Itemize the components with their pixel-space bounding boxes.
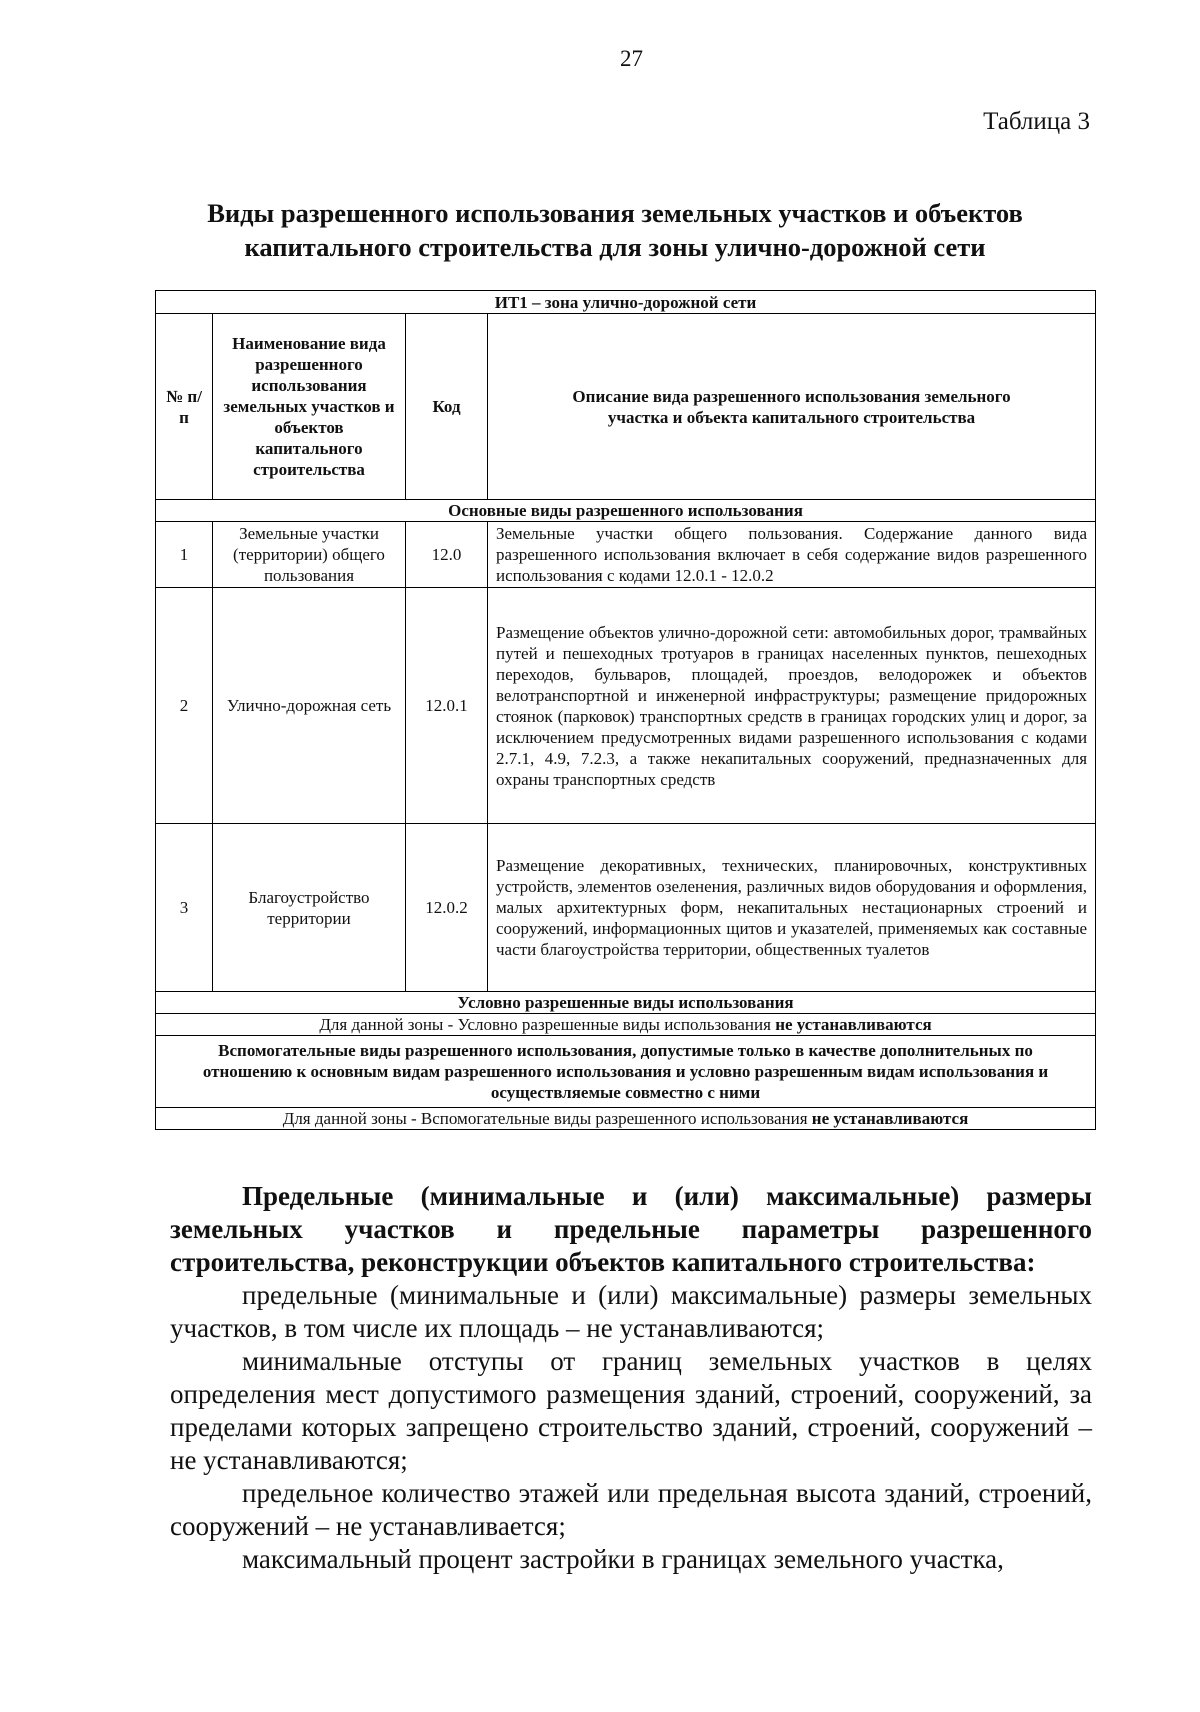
limits-paragraph: максимальный процент застройки в границах земельного участка,: [242, 1544, 1004, 1574]
title-line-2: капитального строительства для зоны улично-дорожной сети: [244, 232, 986, 262]
row-code: 12.0.1: [406, 588, 488, 824]
limits-heading: Предельные (минимальные и (или) максимальные) размеры земельных участков и предельные параметры разрешенного строительства, реконструкции объектов капитального строительства:: [170, 1181, 1092, 1277]
title-line-1: Виды разрешенного использования земельных участков и объектов: [207, 198, 1023, 228]
col-header-name: Наименование вида разрешенного использования земельных участков и объектов капитального строительства: [213, 314, 406, 500]
table-row: [156, 824, 1096, 992]
col-header-num: № п/п: [156, 314, 213, 500]
conditional-uses-section: Условно разрешенные виды использования: [156, 992, 1096, 1014]
row-num: 2: [156, 588, 213, 824]
document-title: [150, 196, 1080, 264]
col-header-code: Код: [406, 314, 488, 500]
limits-paragraph: минимальные отступы от границ земельных участков в целях определения мест допустимого размещения зданий, строений, сооружений, за пределами которых запрещено строительство зданий, строений, сооружений – не устанавливаются;: [170, 1346, 1092, 1475]
zone-header: ИТ1 – зона улично-дорожной сети: [156, 291, 1096, 314]
row-code: 12.0: [406, 522, 488, 588]
row-description: Земельные участки общего пользования. Содержание данного вида разрешенного использования включает в себя содержание видов разрешенного использования с кодами 12.0.1 - 12.0.2: [488, 522, 1096, 588]
row-name: Земельные участки (территории) общего пользования: [213, 522, 406, 588]
row-num: 1: [156, 522, 213, 588]
conditional-note-bold: не устанавливаются: [775, 1015, 932, 1034]
row-num: 3: [156, 824, 213, 992]
limits-paragraph: предельные (минимальные и (или) максимальные) размеры земельных участков, в том числе их площадь – не устанавливаются;: [170, 1280, 1092, 1343]
conditional-uses-note: [156, 1014, 1096, 1036]
row-description: Размещение объектов улично-дорожной сети: автомобильных дорог, трамвайных путей и пешеходных тротуаров в границах населенных пунктов, пешеходных переходов, бульваров, площадей, проездов, велодорожек и объектов велотранспортной и инженерной инфраструктуры; размещение придорожных стоянок (парковок) транспортных средств в границах городских улиц и дорог, за исключением предусмотренных видами разрешенного использования с кодами 2.7.1, 4.9, 7.2.3, а также некапитальных сооружений, предназначенных для охраны транспортных средств: [488, 588, 1096, 824]
row-description: Размещение декоративных, технических, планировочных, конструктивных устройств, элементов озеленения, различных видов оборудования и оформления, малых архитектурных форм, некапитальных нестационарных строений и сооружений, информационных щитов и указателей, применяемых как составные части благоустройства территории, общественных туалетов: [488, 824, 1096, 992]
auxiliary-note-bold: не устанавливаются: [811, 1109, 969, 1128]
page-number: 27: [620, 46, 643, 71]
table-label: Таблица 3: [983, 108, 1090, 135]
limits-paragraph: предельное количество этажей или предельная высота зданий, строений, сооружений – не устанавливается;: [170, 1478, 1092, 1541]
limits-section: [170, 1180, 1092, 1576]
land-use-table: [155, 290, 1096, 1130]
row-code: 12.0.2: [406, 824, 488, 992]
auxiliary-uses-note: [156, 1108, 1096, 1130]
row-name: Благоустройство территории: [213, 824, 406, 992]
table-row: [156, 588, 1096, 824]
table-row: [156, 522, 1096, 588]
conditional-note-text: Для данной зоны - Условно разрешенные виды использования: [319, 1015, 776, 1034]
auxiliary-uses-section: Вспомогательные виды разрешенного использования, допустимые только в качестве дополнительных по отношению к основным видам разрешенного использования и условно разрешенным видам использования и осуществляемые совместно с ними: [156, 1036, 1096, 1108]
row-name: Улично-дорожная сеть: [213, 588, 406, 824]
col-header-description: Описание вида разрешенного использования земельного участка и объекта капитального строительства: [488, 314, 1096, 500]
auxiliary-note-text: Для данной зоны - Вспомогательные виды разрешенного использования: [282, 1109, 812, 1128]
main-uses-section: Основные виды разрешенного использования: [156, 500, 1096, 522]
